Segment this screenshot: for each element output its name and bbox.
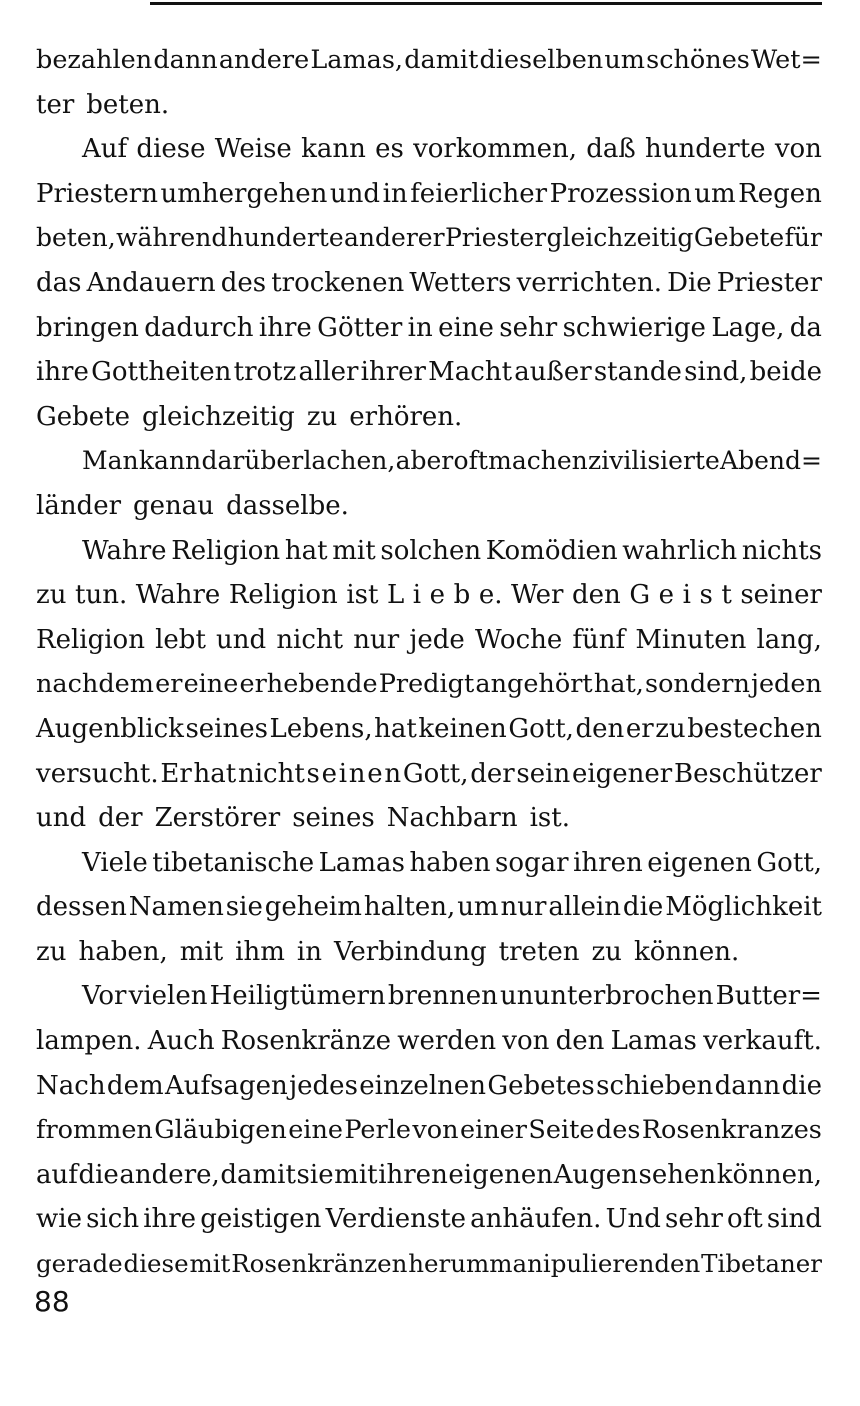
text-line: frommen Gläubigen eine Perle von einer Seite des Rosenkranzes bbox=[36, 1115, 822, 1146]
text-line: Gebete gleichzeitig zu erhören. bbox=[36, 401, 463, 432]
text-line: Religion lebt und nicht nur jede Woche fünf Minuten lang, bbox=[36, 624, 822, 655]
page-number: 88 bbox=[34, 1285, 70, 1318]
text-line: dessen Namen sie geheim halten, um nur allein die Möglichkeit bbox=[36, 892, 822, 923]
text-line: nachdem er eine erhebende Predigt angehört hat, sondern jeden bbox=[36, 669, 822, 700]
text-line: Man kann darüber lachen, aber oft machen zivilisierte Abend= bbox=[82, 446, 822, 476]
text-line: wie sich ihre geistigen Verdienste anhäufen. Und sehr oft sind bbox=[36, 1204, 822, 1235]
text-line: auf die andere, damit sie mit ihren eigenen Augen sehen können, bbox=[36, 1159, 822, 1190]
text-line: länder genau dasselbe. bbox=[36, 490, 349, 521]
page-body-text bbox=[36, 38, 822, 1287]
text-line: Auf diese Weise kann es vorkommen, daß hunderte von bbox=[82, 134, 822, 165]
text-line: gerade diese mit Rosenkränzen herummanipulierenden Tibetaner bbox=[36, 1249, 822, 1279]
text-line: bringen dadurch ihre Götter in eine sehr schwierige Lage, da bbox=[36, 312, 822, 343]
text-line: und der Zerstörer seines Nachbarn ist. bbox=[36, 803, 570, 834]
text-line: zu haben, mit ihm in Verbindung treten zu können. bbox=[36, 936, 740, 967]
text-line: Augenblick seines Lebens, hat keinen Gott, den er zu bestechen bbox=[36, 713, 822, 744]
text-line: ihre Gottheiten trotz aller ihrer Macht außer stande sind, beide bbox=[36, 357, 822, 388]
text-line: ter beten. bbox=[36, 89, 170, 120]
text-line: Viele tibetanische Lamas haben sogar ihren eigenen Gott, bbox=[82, 847, 822, 878]
text-line: Wahre Religion hat mit solchen Komödien wahrlich nichts bbox=[82, 535, 822, 566]
text-line: das Andauern des trockenen Wetters verrichten. Die Priester bbox=[36, 267, 822, 298]
text-line: Priestern umhergehen und in feierlicher Prozession um Regen bbox=[36, 178, 822, 209]
text-line: beten, während hunderte anderer Priester gleichzeitig Gebete für bbox=[36, 223, 822, 253]
text-line: versucht. Er hat nicht s e i n e n Gott, der sein eigener Beschützer bbox=[36, 758, 822, 789]
top-rule bbox=[150, 2, 822, 5]
text-line: Nach dem Aufsagen jedes einzelnen Gebetes schieben dann die bbox=[36, 1070, 822, 1101]
text-line: zu tun. Wahre Religion ist L i e b e. Wer den G e i s t seiner bbox=[36, 580, 822, 611]
text-line: Vor vielen Heiligtümern brennen ununterbrochen Butter= bbox=[82, 981, 822, 1012]
text-line: bezahlen dann andere Lamas, damit dieselben um schönes Wet= bbox=[36, 45, 822, 75]
text-line: lampen. Auch Rosenkränze werden von den Lamas verkauft. bbox=[36, 1026, 822, 1057]
